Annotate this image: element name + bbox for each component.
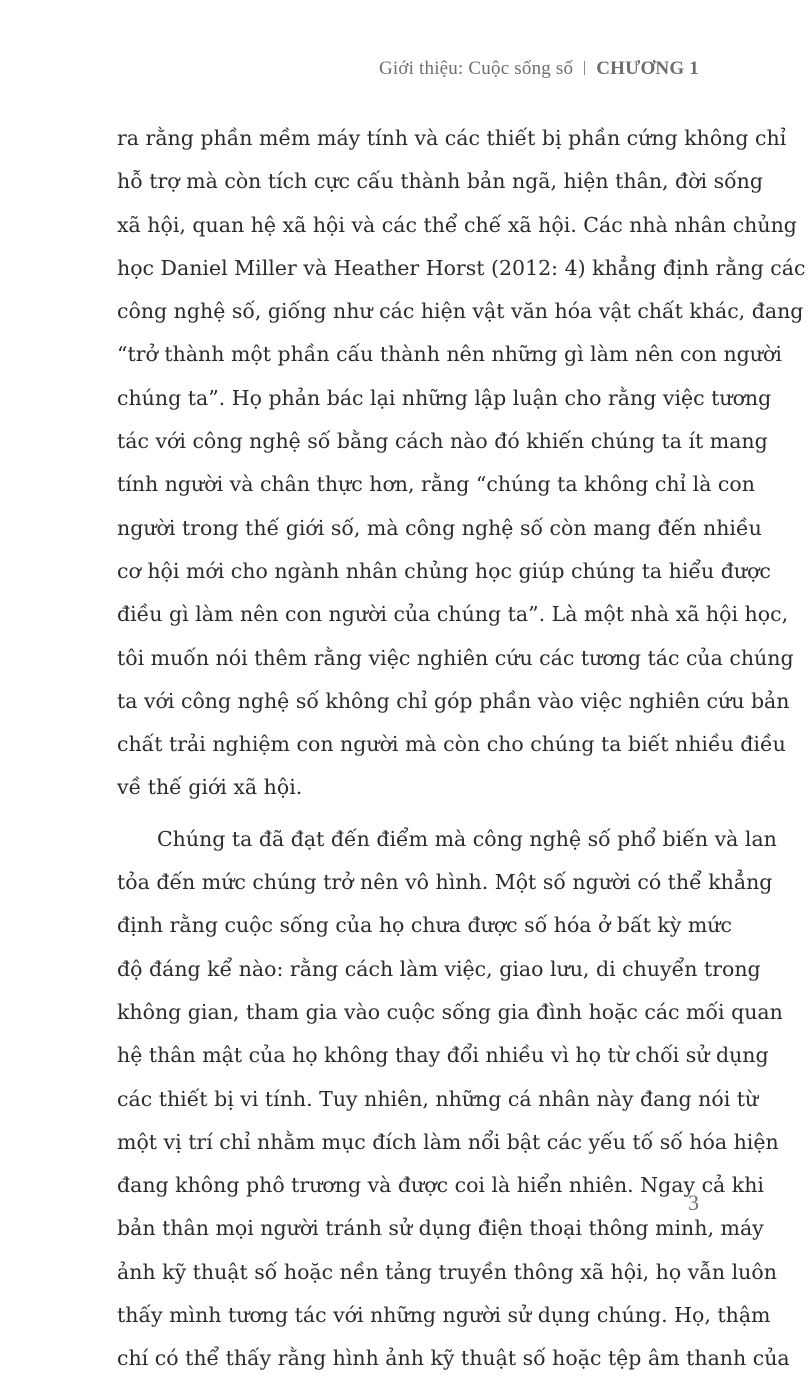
text-line: chất trải nghiệm con người mà còn cho chúng ta biết nhiều điều bbox=[117, 732, 786, 757]
text-line: xã hội, quan hệ xã hội và các thể chế xã hội. Các nhà nhân chủng bbox=[117, 212, 797, 237]
text-line: điều gì làm nên con người của chúng ta”. Là một nhà xã hội học, bbox=[117, 602, 789, 627]
text-line: ra rằng phần mềm máy tính và các thiết bị phần cứng không chỉ bbox=[117, 126, 787, 150]
text-line: Chúng ta đã đạt đến điểm mà công nghệ số phổ biến và lan bbox=[157, 826, 777, 851]
text-line: tác với công nghệ số bằng cách nào đó khiến chúng ta ít mang bbox=[117, 429, 768, 454]
text-line: tính người và chân thực hơn, rằng “chúng ta không chỉ là con bbox=[117, 472, 755, 497]
header-separator bbox=[584, 61, 585, 75]
text-line: độ đáng kể nào: rằng cách làm việc, giao lưu, di chuyển trong bbox=[117, 956, 761, 981]
text-line: ta với công nghệ số không chỉ góp phần vào việc nghiên cứu bản bbox=[117, 688, 790, 713]
text-line: bản thân mọi người tránh sử dụng điện thoại thông minh, máy bbox=[117, 1216, 764, 1241]
text-line: định rằng cuộc sống của họ chưa được số hóa ở bất kỳ mức bbox=[117, 913, 732, 938]
text-line: hỗ trợ mà còn tích cực cấu thành bản ngã, hiện thân, đời sống bbox=[117, 169, 763, 194]
section-title: Giới thiệu: Cuộc sống số bbox=[378, 58, 574, 79]
running-header bbox=[379, 58, 699, 80]
text-line: công nghệ số, giống như các hiện vật văn hóa vật chất khác, đang bbox=[117, 299, 804, 324]
paragraph-2 bbox=[117, 818, 790, 1381]
text-line: tỏa đến mức chúng trở nên vô hình. Một số người có thể khẳng bbox=[117, 870, 773, 895]
text-line: một vị trí chỉ nhằm mục đích làm nổi bật các yếu tố số hóa hiện bbox=[117, 1129, 779, 1154]
text-line: không gian, tham gia vào cuộc sống gia đình hoặc các mối quan bbox=[117, 999, 783, 1024]
text-line: về thế giới xã hội. bbox=[117, 775, 303, 800]
text-line: chí có thể thấy rằng hình ảnh kỹ thuật số hoặc tệp âm thanh của bbox=[117, 1346, 790, 1371]
page-number: 3 bbox=[688, 1190, 699, 1215]
page-body bbox=[117, 117, 806, 1381]
text-line: đang không phô trương và được coi là hiển nhiên. Ngay cả khi bbox=[117, 1173, 764, 1198]
text-line: các thiết bị vi tính. Tuy nhiên, những cá nhân này đang nói từ bbox=[117, 1086, 759, 1111]
chapter-label: CHƯƠNG 1 bbox=[596, 58, 699, 79]
paragraph-1 bbox=[117, 117, 806, 810]
text-line: tôi muốn nói thêm rằng việc nghiên cứu các tương tác của chúng bbox=[117, 645, 794, 670]
text-line: người trong thế giới số, mà công nghệ số còn mang đến nhiều bbox=[117, 515, 762, 540]
text-line: “trở thành một phần cấu thành nên những gì làm nên con người bbox=[117, 342, 782, 367]
text-line: hệ thân mật của họ không thay đổi nhiều vì họ từ chối sử dụng bbox=[117, 1043, 769, 1068]
text-line: học Daniel Miller và Heather Horst (2012: 4) khẳng định rằng các bbox=[117, 255, 806, 280]
text-line: thấy mình tương tác với những người sử dụng chúng. Họ, thậm bbox=[117, 1303, 771, 1328]
paragraph-gap bbox=[117, 810, 700, 818]
text-line: chúng ta”. Họ phản bác lại những lập luận cho rằng việc tương bbox=[117, 385, 772, 410]
text-line: ảnh kỹ thuật số hoặc nền tảng truyền thông xã hội, họ vẫn luôn bbox=[117, 1259, 777, 1284]
text-line: cơ hội mới cho ngành nhân chủng học giúp chúng ta hiểu được bbox=[117, 558, 771, 583]
